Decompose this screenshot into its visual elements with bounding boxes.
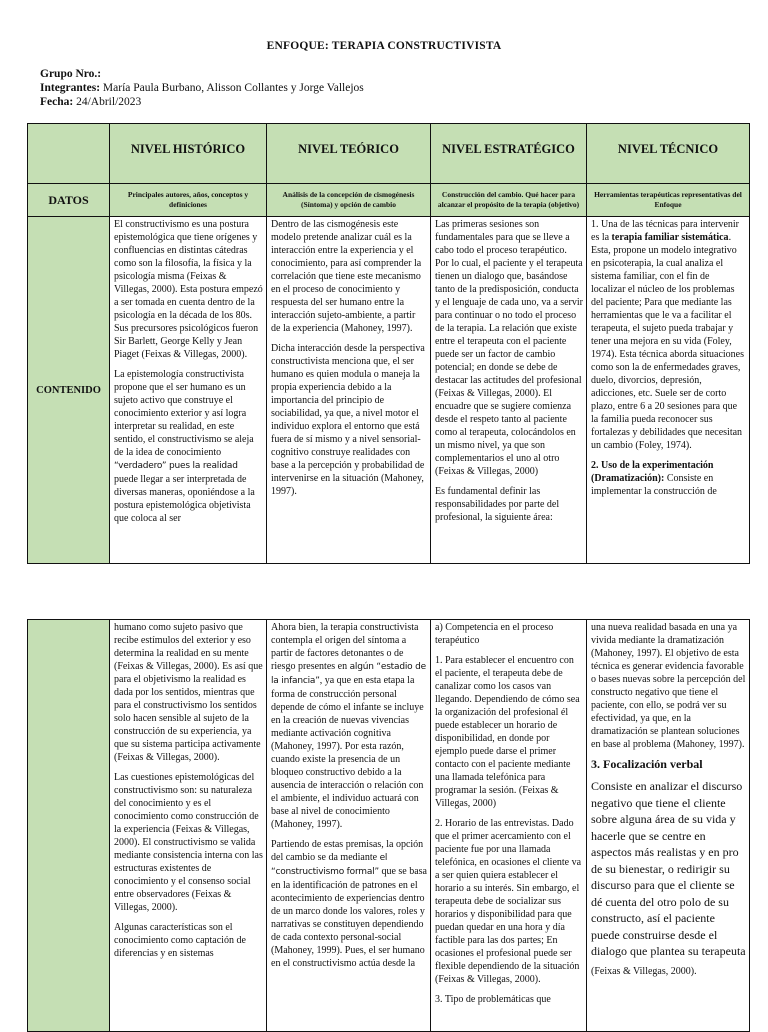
paragraph: a) Competencia en el proceso terapéutico xyxy=(435,622,554,646)
cell-historico-1 xyxy=(110,217,267,564)
document-title: ENFOQUE: TERAPIA CONSTRUCTIVISTA xyxy=(266,40,502,52)
row-label-continued xyxy=(28,620,110,1032)
enfoque-table-page-1 xyxy=(27,123,750,564)
grupo-label: Grupo Nro.: xyxy=(40,68,102,80)
header-nivel-historico: NIVEL HISTÓRICO xyxy=(110,124,267,184)
subtitle-historico: Principales autores, años, conceptos y definiciones xyxy=(110,184,267,217)
cell-tecnico-2 xyxy=(587,620,750,1032)
paragraph: Consiste en analizar el discurso negativo que tiene el cliente sobre alguna área de su vida y hacerle que se centre en aspectos más realistas y en pro de su bienestar, o redirigir su discurso para que el cliente se dé cuenta del otro polo de su constructo, así el paciente puede construirse desde el dialogo que plantea su terapeuta (Feixas & Villegas, 2000). xyxy=(591,779,746,977)
handwritten-text: el “constructivismo formal” xyxy=(271,853,388,877)
paragraph: una nueva realidad basada en una ya vivida mediante la dramatización (Mahoney, 1997). El objetivo de esta técnica es generar evidencia favorable o bases nuevas sobre la percepción del constructo negativo que tiene el paciente, con ello, se podrá ver su efectividad, ya que, en la dramatización se plantean soluciones en base al problema (Mahoney, 1997). xyxy=(591,622,746,750)
grupo-line xyxy=(40,67,364,81)
paragraph: Ahora bien, la terapia constructivista contempla el origen del síntoma a partir de factores detonantes o de riesgo presentes en algún “estadio de la infancia”, ya que en esta etapa la forma de construcción personal depende de cómo el infante se incluye en la creación de nuevas vivencias mediante activación cognitiva (Mahoney, 1997). Por esta razón, cuando existe la presencia de un bloqueo constructivo debido a la ausencia de interacción o relación con el ambiente, el individuo actuará con base al nivel de conocimiento (Mahoney, 1997). xyxy=(271,622,426,830)
contenido-row xyxy=(28,217,750,564)
integrantes-value: María Paula Burbano, Alisson Collantes y Jorge Vallejos xyxy=(100,82,364,94)
paragraph: Dicha interacción desde la perspectiva constructivista menciona que, el ser humano es quien modula o maneja la propia experiencia debido a la importancia del principio de sociabilidad, ya que, a nivel motor el individuo explora el entorno que está fuera de sí mismo y a nivel sensorial-cognitivo construye realidades con base a la percepción y probabilidad de intervenirse en la situación (Mahoney, 1997). xyxy=(271,343,425,497)
fecha-label: Fecha: xyxy=(40,96,74,108)
paragraph: Es fundamental definir las responsabilidades por parte del profesional, la siguiente área: xyxy=(435,486,560,523)
paragraph: 2. Uso de la experimentación (Dramatización): Consiste en implementar la construcción de xyxy=(591,460,717,497)
integrantes-line xyxy=(40,81,364,95)
paragraph: 3. Tipo de problemáticas que xyxy=(435,994,551,1005)
paragraph: El constructivismo es una postura epistemológica que tiene orígenes y confluencias en distintas cátedras como son la filosofía, la física y la psicología misma (Feixas & Villegas, 2000). Esta postura empezó a ser tomada en cuenta dentro de la psicología en la década de los 80s. Sus precursores psicológicos fueron Sir Barlett, George Kelly y Jean Piaget (Feixas & Villegas, 2000). xyxy=(114,219,263,360)
paragraph: Las primeras sesiones son fundamentales para que se lleve a cabo todo el proceso terapéutico. Por lo cual, el paciente y el terapeuta tienen un dialogo que, basándose tanto de la predisposición, conducta y el lenguaje de cada uno, va a servir para continuar o no todo el proceso de la terapia. La relación que existe entre el terapeuta con el paciente puede ser un factor de cambio potencial; en donde se debe de destacar las actitudes del profesional (Feixas & Villegas, 2000). El encuadre que se sugiere comienza desde el respeto tanto al paciente como al terapeuta, colocándolos en un mismo nivel, ya que son complementarios el uno al otro (Feixas & Villegas, 2000) xyxy=(435,219,583,477)
cell-estrategico-2 xyxy=(431,620,587,1032)
handwritten-text: algún “estadio de la infancia” xyxy=(271,662,426,686)
fecha-line xyxy=(40,95,364,109)
paragraph: 2. Horario de las entrevistas. Dado que el primer acercamiento con el paciente fue por una llamada telefónica, en ocasiones el cliente va a ser quien quiera establecer el horario a su interés. Sin embargo, el terapeuta debe de socializar sus horarios y disponibilidad para que puedan quedar en una hora y día factible para las dos partes; En ocasiones el profesional puede ser flexible dependiendo de la situación (Feixas & Villegas, 2000). xyxy=(435,818,582,985)
subtitle-tecnico: Herramientas terapéuticas representativas del Enfoque xyxy=(587,184,750,217)
corner-cell xyxy=(28,124,110,184)
fecha-value: 24/Abril/2023 xyxy=(73,96,142,108)
enfoque-table-page-2 xyxy=(27,619,750,1032)
cell-teorico-2 xyxy=(267,620,431,1032)
header-nivel-teorico: NIVEL TEÓRICO xyxy=(267,124,431,184)
integrantes-label: Integrantes: xyxy=(40,82,101,94)
header-nivel-estrategico: NIVEL ESTRATÉGICO xyxy=(431,124,587,184)
paragraph: Algunas características son el conocimiento como captación de diferencias y en sistemas xyxy=(114,922,246,959)
cell-estrategico-1 xyxy=(431,217,587,564)
paragraph: La epistemología constructivista propone que el ser humano es un sujeto activo que construye el conocimiento exterior y así logra interpretar su realidad, en este sentido, el constructivismo se aleja de la idea de conocimiento “verdadero” pues la realidad puede llegar a ser interpretada de diversas maneras, oponiéndose a la postura epistemológica objetivista que coloca al ser xyxy=(114,369,255,524)
paragraph: Las cuestiones epistemológicas del constructivismo son: su naturaleza del conocimiento y es el conocimiento como construcción de la experiencia (Feixas & Villegas, 2000). El constructivismo se valida mediante consistencia interna con las estructuras existentes de conocimiento y el consenso social entre observadores (Feixas & Villegas, 2000). xyxy=(114,772,263,913)
header-nivel-tecnico: NIVEL TÉCNICO xyxy=(587,124,750,184)
paragraph: humano como sujeto pasivo que recibe estímulos del exterior y eso determina la realidad en su mente (Feixas & Villegas, 2000). Es así que para el objetivismo la realidad es dada por los sentidos, mientras que para el constructivismo los sentidos solo hacen sensible al sujeto de la construcción de su experiencia, ya que su sistema participa activamente (Feixas & Villegas, 2000). xyxy=(114,622,263,763)
document-metadata xyxy=(40,67,364,109)
row-label-datos: DATOS xyxy=(28,184,110,217)
section-heading: 3. Focalización verbal xyxy=(591,757,703,771)
paragraph: Partiendo de estas premisas, la opción del cambio se da mediante el “constructivismo formal” que se basa en la identificación de patrones en el acontecimiento de experiencias dentro de un marco donde los valores, roles y narrativas se constituyen dependiendo de cada contexto personal-social (Mahoney, 1999). Pues, el ser humano en el constructivismo actúa desde la xyxy=(271,839,427,969)
paragraph: 1. Para establecer el encuentro con el paciente, el terapeuta debe de canalizar como los casos van llegando. Dependiendo de cómo sea la organización del profesional él puede establecer un horario de disponibilidad, en donde por ejemplo puede darse el primer contacto con el paciente mediante una llamada telefónica para programar la sesión. (Feixas & Villegas, 2000) xyxy=(435,655,580,809)
paragraph: 1. Una de las técnicas para intervenir es la terapia familiar sistemática. Esta, propone un modelo integrativo en psicoterapia, la cual analiza el sistema familiar, con el fin de localizar el núcleo de los problemas del paciente; Para que mediante las herramientas que le va a facilitar el terapeuta, el sujeto pueda trabajar y tener una mejora en su vida (Foley, 1974). Esta técnica aborda situaciones como son la de enfermedades graves, duelo, divorcios, depresión, adicciones, etc. Suele ser de corto plazo, entre 6 a 20 sesiones para que la familia pueda reconocer sus fortalezas y debilidades que necesitan un cambio (Foley, 1974). xyxy=(591,219,744,451)
cell-teorico-1 xyxy=(267,217,431,564)
header-subtitle-row xyxy=(28,184,750,217)
handwritten-text: “verdadero” pues la realidad xyxy=(114,461,238,471)
cell-historico-2 xyxy=(110,620,267,1032)
contenido-row-continued xyxy=(28,620,750,1032)
subtitle-estrategico: Construcción del cambio. Qué hacer para alcanzar el propósito de la terapia (objetivo) xyxy=(431,184,587,217)
cell-tecnico-1 xyxy=(587,217,750,564)
header-title-row xyxy=(28,124,750,184)
row-label-contenido: CONTENIDO xyxy=(28,217,110,564)
paragraph: Dentro de las cismogénesis este modelo pretende analizar cuál es la interacción entre la experiencia y el conocimiento, para así comprender la correlación que tiene este mecanismo en el proceso de conocimiento y respuesta del ser humano entre la interacción sujeto-ambiente, a partir de la experiencia (Mahoney, 1997). xyxy=(271,219,422,334)
subtitle-teorico: Análisis de la concepción de cismogénesis (Síntoma) y opción de cambio xyxy=(267,184,431,217)
